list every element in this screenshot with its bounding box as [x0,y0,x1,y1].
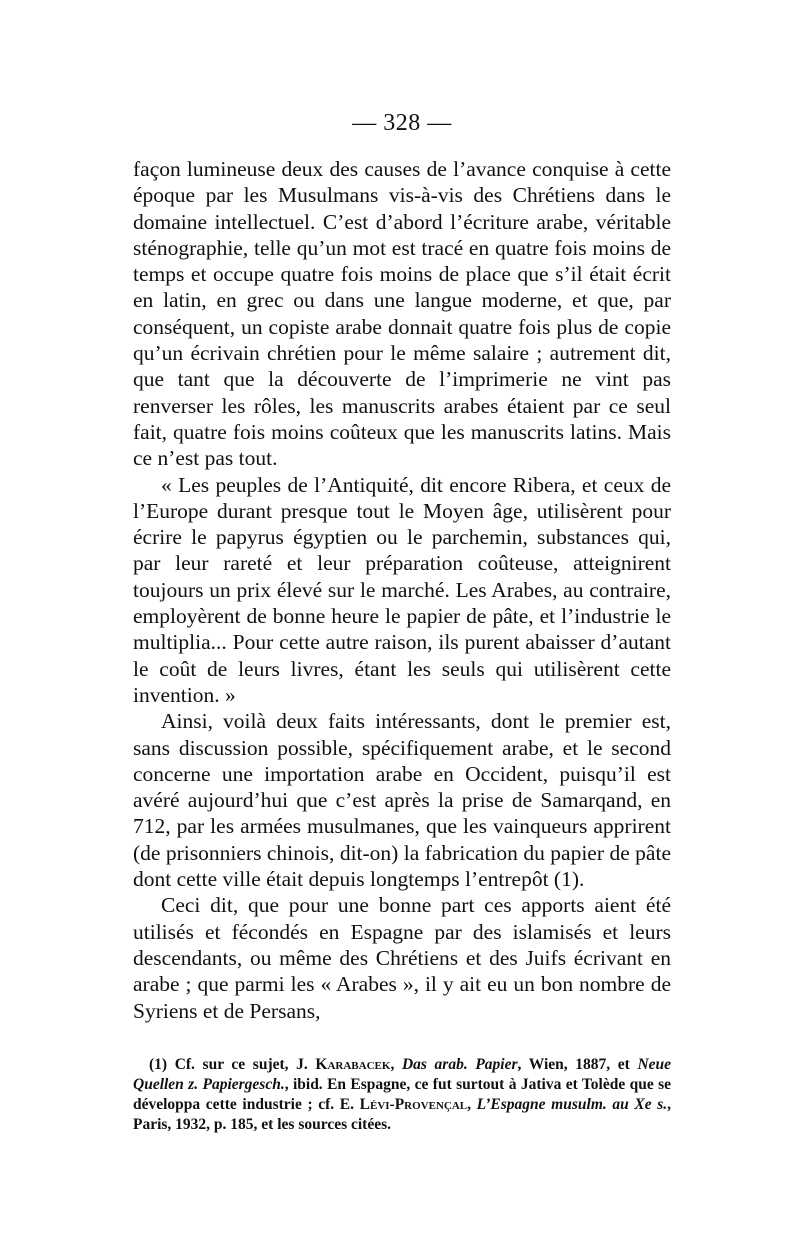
paragraph-1: façon lumineuse deux des causes de l’avance conquise à cette époque par les Musulmans vis-à-vis des Chrétiens dans le domaine intellectuel. C’est d’abord l’écriture arabe, véritable sténographie, telle qu’un mot est tracé en quatre fois moins de temps et occupe quatre fois moins de place que s’il était écrit en latin, en grec ou dans une langue moderne, et que, par conséquent, un copiste arabe donnait quatre fois plus de copie qu’un écrivain chrétien pour le même salaire ; autrement dit, que tant que la découverte de l’imprimerie ne vint pas renverser les rôles, les manuscrits arabes étaient par ce seul fait, quatre fois moins coûteux que les manuscrits latins. Mais ce n’est pas tout. [133,157,671,471]
paragraph-4: Ceci dit, que pour une bonne part ces apports aient été utilisés et fécondés en Espagne par des islamisés et leurs descendants, ou même des Chrétiens et des Juifs écrivant en arabe ; que parmi les « Arabes », il y ait eu un bon nombre de Syriens et de Persans, [133,893,671,1023]
footnote-author-1: Karabacek [315,1055,391,1073]
book-page [133,108,671,1135]
footnote-author-2: Lévi-Provençal [359,1095,468,1113]
page-number: — 328 — [352,110,452,136]
footnote-title-1: Das arab. Papier [401,1055,518,1073]
footnote-text-1: , Wien, 1887, et [517,1055,638,1073]
paragraph-2: « Les peuples de l’Antiquité, dit encore Ribera, et ceux de l’Europe durant presque tout le Moyen âge, utilisèrent pour écrire le papyrus égyptien ou le parchemin, substances qui, par leur rareté et leur préparation coûteuse, atteignirent toujours un prix élevé sur le marché. Les Arabes, au contraire, employèrent de bonne heure le papier de pâte, et l’industrie le multiplia... Pour cette autre raison, ils purent abaisser d’autant le coût de leurs livres, étant les seuls qui utilisèrent cette invention. » [133,472,671,707]
footnote-sep-2: , [467,1095,477,1113]
footnote-title-3: L’Espagne musulm. au Xe s. [476,1095,668,1113]
footnote-text-2: , ibid. En Espagne, ce fut surtout à Jativa et Tolède que se développa cette industrie ; cf. E. [133,1075,671,1113]
footnote [133,1055,671,1135]
footnote-title-2: Neue Quellen z. Papiergesch. [133,1055,672,1093]
footnote-sep-1: , [390,1055,402,1073]
footnote-separator [133,1048,671,1049]
body-text [133,156,671,1024]
paragraph-3: Ainsi, voilà deux faits intéressants, dont le premier est, sans discussion possible, spécifiquement arabe, et le second concerne une importation arabe en Occident, puisqu’il est avéré aujourd’hui que c’est après la prise de Samarqand, en 712, par les armées musulmanes, que les vainqueurs apprirent (de prisonniers chinois, dit-on) la fabrication du papier de pâte dont cette ville était depuis longtemps l’entrepôt (1). [133,709,671,892]
footnote-marker: (1) Cf. sur ce sujet, J. [149,1055,316,1073]
footnote-text-3: , Paris, 1932, p. 185, et les sources citées. [133,1095,672,1133]
